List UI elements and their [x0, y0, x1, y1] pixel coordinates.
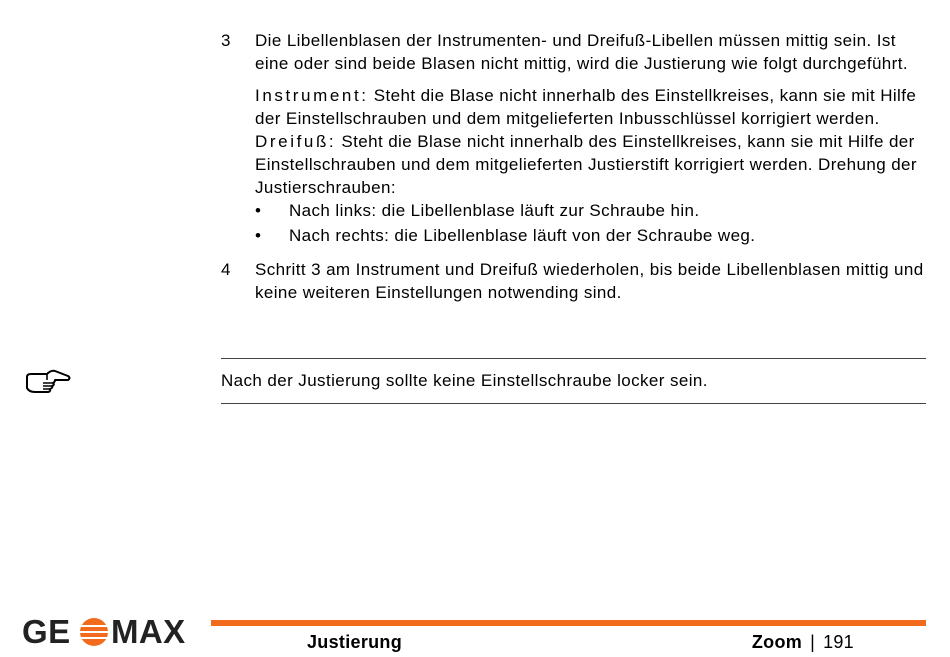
page-number: 191 [823, 632, 854, 652]
instrument-text: Steht die Blase nicht innerhalb des Einstellkreises, kann sie mit Hilfe der Einstellschrauben und dem mitgelieferten Inbusschlüssel korrigiert werden. [255, 86, 917, 128]
tribrach-paragraph [255, 130, 926, 199]
step-body [255, 258, 926, 304]
footer-section-title: Justierung [307, 632, 403, 652]
footer-accent-bar [211, 620, 926, 626]
step-number: 3 [221, 31, 231, 50]
pointing-hand-icon [25, 368, 71, 394]
step-number: 4 [221, 260, 231, 279]
bullet-marker: • [255, 226, 262, 245]
list-item [255, 199, 926, 222]
footer-page-info [752, 631, 854, 654]
step-text: Schritt 3 am Instrument und Dreifuß wiederholen, bis beide Libellenblasen mittig und keine weiteren Einstellungen notwending sind. [255, 260, 924, 302]
footer-product: Zoom [751, 632, 803, 652]
step-body [255, 29, 926, 249]
list-item-text: Nach links: die Libellenblase läuft zur Schraube hin. [289, 201, 700, 220]
tribrach-text: Steht die Blase nicht innerhalb des Einstellkreises, kann sie mit Hilfe der Einstellschrauben und dem mitgelieferten Justierstift korrigiert werden. Drehung der Justierschrauben: [255, 132, 917, 197]
step-4 [221, 258, 926, 304]
svg-text:MAX: MAX [111, 613, 186, 650]
note-text: Nach der Justierung sollte keine Einstellschraube locker sein. [221, 371, 708, 390]
steps-list [221, 29, 926, 304]
bullet-marker: • [255, 201, 262, 220]
geomax-logo [22, 612, 200, 652]
screw-direction-list [255, 199, 926, 247]
svg-text:GE: GE [22, 613, 71, 650]
footer-separator: | [810, 632, 816, 652]
step-intro: Die Libellenblasen der Instrumenten- und Dreifuß-Libellen müssen mittig sein. Ist eine oder sind beide Blasen nicht mittig, wird die Justierung wie folgt durchgeführt. [255, 31, 908, 73]
list-item [255, 224, 926, 247]
list-item-text: Nach rechts: die Libellenblase läuft von der Schraube weg. [289, 226, 756, 245]
instrument-label: Instrument: [255, 86, 369, 105]
note-top-rule [221, 358, 926, 359]
step-3 [221, 29, 926, 249]
note-bottom-rule [221, 403, 926, 404]
tribrach-label: Dreifuß: [255, 132, 337, 151]
instrument-paragraph [255, 84, 926, 130]
